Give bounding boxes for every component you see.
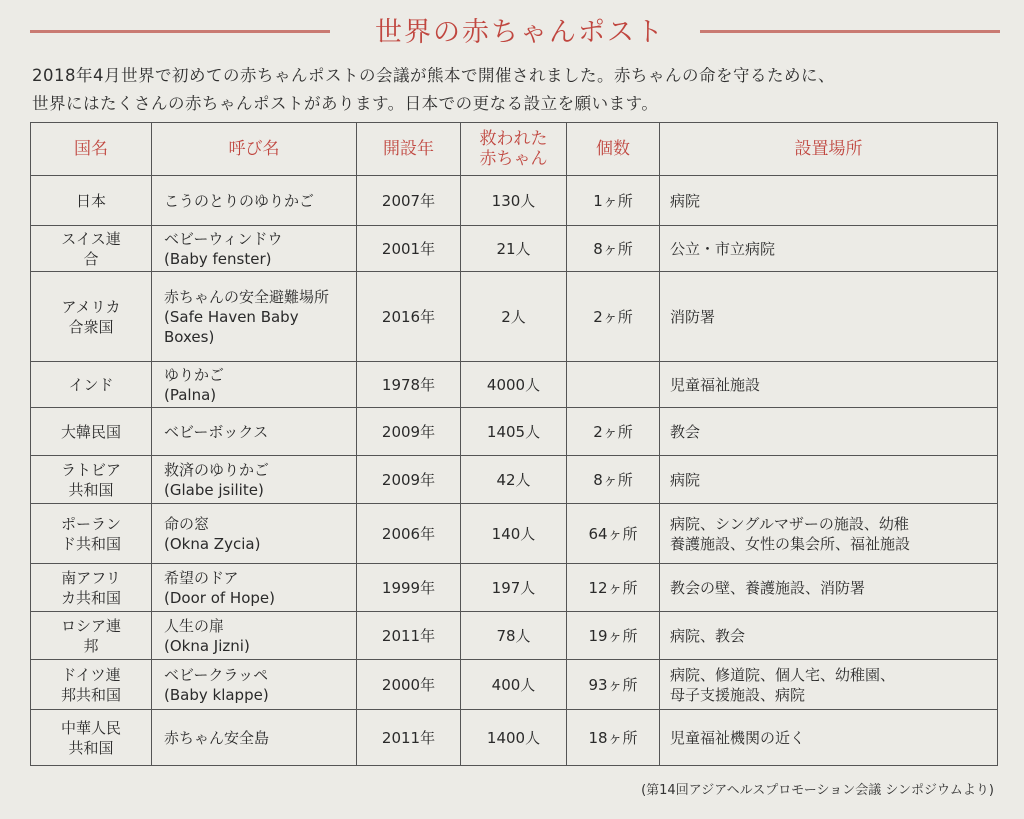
cell-place <box>660 408 998 456</box>
name-line: ベビークラッペ <box>164 665 269 684</box>
year-value: 2000年 <box>381 676 436 694</box>
year-value: 2011年 <box>381 729 436 747</box>
saved-value: 21人 <box>496 240 531 258</box>
cell-year <box>357 504 461 564</box>
year-value: 2011年 <box>381 627 436 645</box>
country-label: ロシア連邦 <box>60 616 121 655</box>
name-line: ゆりかご <box>164 365 225 384</box>
cell-country <box>31 710 152 766</box>
cell-saved <box>461 226 567 272</box>
saved-value: 2人 <box>501 308 526 326</box>
cell-country <box>31 226 152 272</box>
saved-value: 140人 <box>491 525 536 543</box>
name-line: (Palna) <box>164 385 217 404</box>
name-line: 赤ちゃん安全島 <box>164 728 270 747</box>
place-line: 消防署 <box>670 307 716 326</box>
cell-year <box>357 456 461 504</box>
saved-value: 197人 <box>491 579 536 597</box>
name-line: (Safe Haven Baby <box>164 307 299 326</box>
country-label: ポーランド共和国 <box>60 514 121 553</box>
source-note: (第14回アジアヘルスプロモーション会議 シンポジウムより) <box>641 783 994 798</box>
header-place: 設置場所 <box>660 123 998 176</box>
intro-line: 世界にはたくさんの赤ちゃんポストがあります。日本での更なる設立を願います。 <box>32 94 659 113</box>
cell-name <box>152 176 357 226</box>
place-line: 病院、教会 <box>670 626 746 645</box>
cell-count <box>567 504 660 564</box>
name-line: (Glabe jsilite) <box>164 480 264 499</box>
table-row <box>31 272 998 362</box>
cell-count <box>567 362 660 408</box>
cell-year <box>357 176 461 226</box>
table-row <box>31 660 998 710</box>
count-value: 12ヶ所 <box>588 579 638 597</box>
name-line: こうのとりのゆりかご <box>164 191 315 210</box>
cell-name <box>152 710 357 766</box>
header-count: 個数 <box>567 123 660 176</box>
place-line: 児童福祉機関の近く <box>670 728 806 747</box>
cell-name <box>152 612 357 660</box>
year-value: 2006年 <box>381 525 436 543</box>
cell-country <box>31 176 152 226</box>
header-name: 呼び名 <box>152 123 357 176</box>
name-line: (Okna Jizni) <box>164 636 250 655</box>
count-value: 8ヶ所 <box>593 240 633 258</box>
cell-country <box>31 612 152 660</box>
cell-place <box>660 660 998 710</box>
country-label: 南アフリカ共和国 <box>60 568 121 607</box>
name-line: ベビーボックス <box>164 422 269 441</box>
year-value: 2007年 <box>381 192 436 210</box>
saved-value: 1400人 <box>486 729 541 747</box>
table-row <box>31 612 998 660</box>
year-value: 2016年 <box>381 308 436 326</box>
intro-paragraph <box>32 62 1007 118</box>
table-row <box>31 226 998 272</box>
count-value: 2ヶ所 <box>593 308 633 326</box>
saved-value: 1405人 <box>486 423 541 441</box>
place-line: 公立・市立病院 <box>670 239 776 258</box>
cell-country <box>31 362 152 408</box>
saved-value: 42人 <box>496 471 531 489</box>
header-year: 開設年 <box>357 123 461 176</box>
place-line: 教会 <box>670 422 701 441</box>
cell-year <box>357 660 461 710</box>
table-row <box>31 564 998 612</box>
cell-place <box>660 176 998 226</box>
name-line: (Door of Hope) <box>164 588 275 607</box>
count-value: 93ヶ所 <box>588 676 638 694</box>
year-value: 2001年 <box>381 240 436 258</box>
year-value: 1978年 <box>381 376 436 394</box>
title-rule-left <box>30 30 330 33</box>
count-value: 19ヶ所 <box>588 627 638 645</box>
place-line: 病院 <box>670 470 701 489</box>
cell-year <box>357 710 461 766</box>
country-label: インド <box>68 375 114 394</box>
cell-year <box>357 612 461 660</box>
cell-saved <box>461 564 567 612</box>
table-row <box>31 504 998 564</box>
cell-saved <box>461 710 567 766</box>
cell-count <box>567 564 660 612</box>
name-line: 救済のゆりかご <box>164 460 270 479</box>
cell-year <box>357 408 461 456</box>
count-value: 64ヶ所 <box>588 525 638 543</box>
cell-name <box>152 362 357 408</box>
place-line: 病院 <box>670 191 701 210</box>
table-row <box>31 176 998 226</box>
page-title: 世界の赤ちゃんポスト <box>375 17 665 48</box>
name-line: Boxes) <box>164 327 215 346</box>
cell-country <box>31 504 152 564</box>
count-value: 18ヶ所 <box>588 729 638 747</box>
place-line: 児童福祉施設 <box>670 375 761 394</box>
cell-name <box>152 408 357 456</box>
country-label: アメリカ合衆国 <box>61 297 121 336</box>
country-label: 大韓民国 <box>60 422 121 441</box>
cell-place <box>660 272 998 362</box>
cell-place <box>660 504 998 564</box>
name-line: 赤ちゃんの安全避難場所 <box>164 287 330 306</box>
cell-country <box>31 564 152 612</box>
cell-place <box>660 456 998 504</box>
cell-country <box>31 272 152 362</box>
table-header-row <box>31 123 998 176</box>
name-line: ベビーウィンドウ <box>164 229 283 248</box>
cell-place <box>660 612 998 660</box>
cell-country <box>31 456 152 504</box>
cell-saved <box>461 362 567 408</box>
place-line: 母子支援施設、病院 <box>670 685 806 704</box>
header-saved <box>461 123 567 176</box>
table-row <box>31 408 998 456</box>
count-value: 1ヶ所 <box>593 192 633 210</box>
country-label: 中華人民共和国 <box>60 718 121 757</box>
baby-post-table <box>30 122 998 766</box>
cell-year <box>357 564 461 612</box>
cell-saved <box>461 612 567 660</box>
saved-value: 400人 <box>491 676 536 694</box>
name-line: 命の窓 <box>164 514 210 533</box>
saved-value: 78人 <box>496 627 531 645</box>
cell-count <box>567 660 660 710</box>
cell-count <box>567 408 660 456</box>
cell-saved <box>461 408 567 456</box>
cell-count <box>567 176 660 226</box>
cell-saved <box>461 272 567 362</box>
year-value: 2009年 <box>381 423 436 441</box>
name-line: (Okna Zycia) <box>164 534 261 553</box>
cell-place <box>660 362 998 408</box>
cell-year <box>357 226 461 272</box>
name-line: 人生の扉 <box>164 616 225 635</box>
cell-name <box>152 226 357 272</box>
cell-saved <box>461 456 567 504</box>
place-line: 養護施設、女性の集会所、福祉施設 <box>670 534 911 553</box>
name-line: 希望のドア <box>164 568 239 587</box>
place-line: 教会の壁、養護施設、消防署 <box>670 578 866 597</box>
cell-saved <box>461 176 567 226</box>
cell-count <box>567 710 660 766</box>
cell-place <box>660 226 998 272</box>
count-value: 8ヶ所 <box>593 471 633 489</box>
table-row <box>31 362 998 408</box>
country-label: ラトビア共和国 <box>60 460 121 499</box>
place-line: 病院、シングルマザーの施設、幼稚 <box>670 514 909 533</box>
cell-count <box>567 226 660 272</box>
title-row <box>30 8 1000 48</box>
cell-name <box>152 564 357 612</box>
cell-country <box>31 660 152 710</box>
cell-count <box>567 456 660 504</box>
cell-saved <box>461 504 567 564</box>
cell-count <box>567 612 660 660</box>
saved-value: 4000人 <box>486 376 541 394</box>
count-value: 2ヶ所 <box>593 423 633 441</box>
cell-year <box>357 362 461 408</box>
header-country: 国名 <box>31 123 152 176</box>
country-label: 日本 <box>75 191 106 210</box>
intro-line: 2018年4月世界で初めての赤ちゃんポストの会議が熊本で開催されました。赤ちゃんの命を守るために、 <box>32 66 835 85</box>
cell-name <box>152 272 357 362</box>
name-line: (Baby klappe) <box>164 685 269 704</box>
year-value: 2009年 <box>381 471 436 489</box>
cell-name <box>152 456 357 504</box>
cell-year <box>357 272 461 362</box>
cell-name <box>152 660 357 710</box>
name-line: (Baby fenster) <box>164 249 272 268</box>
cell-name <box>152 504 357 564</box>
table-row <box>31 456 998 504</box>
title-rule-right <box>700 30 1000 33</box>
country-label: スイス連合 <box>61 229 121 268</box>
year-value: 1999年 <box>381 579 436 597</box>
cell-count <box>567 272 660 362</box>
cell-country <box>31 408 152 456</box>
cell-place <box>660 564 998 612</box>
table-row <box>31 710 998 766</box>
header-saved-label: 救われた赤ちゃん <box>479 129 548 169</box>
country-label: ドイツ連邦共和国 <box>60 665 121 704</box>
cell-place <box>660 710 998 766</box>
saved-value: 130人 <box>491 192 536 210</box>
cell-saved <box>461 660 567 710</box>
place-line: 病院、修道院、個人宅、幼稚園、 <box>670 665 896 684</box>
